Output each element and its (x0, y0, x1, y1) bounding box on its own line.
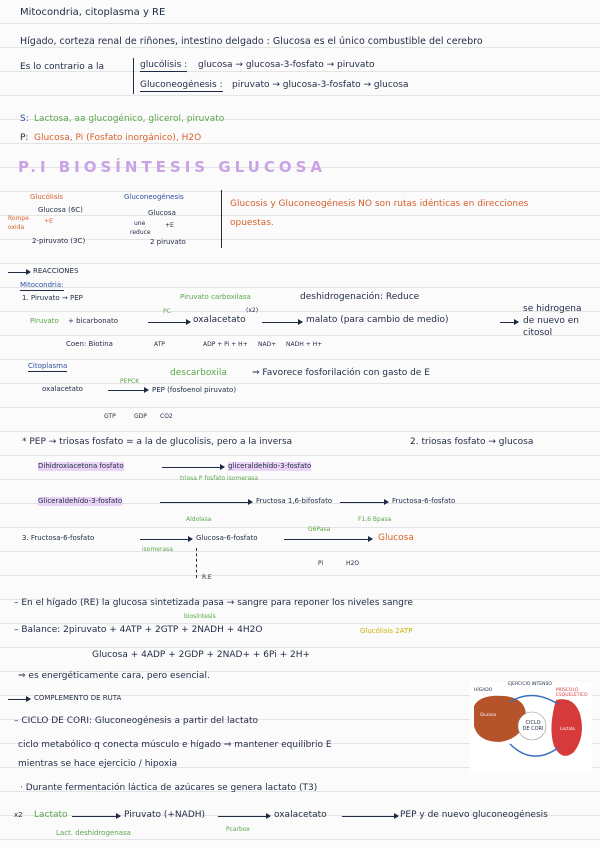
gtp: GTP (104, 413, 116, 420)
diagram-glucosa: Glucosa (480, 712, 496, 717)
arrow (108, 390, 148, 391)
glucosa-right: Glucosa (148, 209, 176, 217)
glucosa-6-fosfato: Glucosa-6-fosfato (196, 534, 258, 542)
h2o: H2O (346, 560, 360, 567)
glucolisis-path: glucosa → glucosa-3-fosfato → piruvato (198, 60, 375, 70)
coen-biotina: Coen: Biotina (66, 340, 113, 348)
brace-line (133, 58, 134, 94)
reduce: reduce (130, 229, 151, 236)
mientras: mientras se hace ejercicio / hipoxia (18, 759, 178, 769)
p-items: Glucosa, Pi (Fosfato inorgánico), H2O (34, 133, 202, 143)
triosas-2: 2. triosas fosfato → glucosa (410, 437, 534, 447)
diagram-lactato: Lactato (560, 726, 575, 731)
pcarbox: Pcarbox (226, 826, 250, 833)
glucolisis-atp: Glucólisis 2ATP (360, 627, 413, 635)
comparison-note: Glucosis y Gluconeogénesis NO son rutas idénticas en direcciones opuestas. (230, 199, 529, 228)
contrary-text: Es lo contrario a la (20, 62, 104, 72)
reacciones-label: REACCIONES (33, 267, 79, 275)
liver-summary: – En el hígado (RE) la glucosa sintetizada pasa → sangre para reponer los niveles sangre (14, 598, 413, 608)
arrow-bottom (510, 744, 558, 756)
diagram-center: CICLO DE CORI (522, 720, 544, 732)
malato: malato (para cambio de medio) (306, 315, 449, 325)
arrow (218, 816, 270, 817)
gluconeo-label: Gluconeogénesis : (140, 80, 223, 90)
cori-cycle: ciclo metabólico q conecta músculo e hígado ⇒ mantener equilibrio E (18, 740, 332, 750)
pi: Pi (318, 560, 324, 567)
gliceraldehido: gliceraldehído-3-fosfato (228, 462, 312, 470)
arrow (284, 539, 372, 540)
rompe: Rompe (8, 215, 29, 222)
arrow (340, 502, 388, 503)
oxalacetato: oxalacetato (193, 315, 246, 325)
oxalacetato-end: oxalacetato (274, 810, 327, 820)
oxida: oxida (8, 224, 25, 231)
arrow (8, 272, 30, 273)
cori-cycle-diagram (470, 682, 592, 772)
page-title: Mitocondria, citoplasma y RE (20, 7, 166, 18)
se-hidrogena: se hidrogena de nuevo en citosol (523, 304, 582, 338)
balance: – Balance: 2piruvato + 4ATP + 2GTP + 2NADH + 4H2O (14, 625, 263, 635)
step1: 1. Piruvato → PEP (22, 294, 83, 302)
oxalacetato-citoplasma: oxalacetato (42, 385, 83, 393)
piruvato-nadh: Piruvato (+NADH) (124, 810, 206, 820)
f16bpasa: F1,6 Bpasa (358, 516, 392, 523)
glucolisis-label: glucólisis : (140, 60, 188, 70)
re-label: R.E (202, 574, 212, 581)
favorece: ⇒ Favorece fosforilación con gasto de E (252, 368, 430, 378)
fructosa-16: Fructosa 1,6-bifosfato (256, 497, 333, 505)
bicarbonato: + bicarbonato (68, 317, 118, 325)
aldolasa: Aldolasa (186, 516, 212, 523)
pep-final: PEP y de nuevo gluconeogénesis (400, 810, 548, 820)
intro-line: Hígado, corteza renal de riñones, intestino delgado : Glucosa es el único combustible del cerebro (20, 36, 483, 47)
arrow (500, 322, 518, 323)
energetic: ⇒ es energéticamente cara, pero esencial. (18, 671, 210, 681)
complemento-label: COMPLEMENTO DE RUTA (34, 694, 122, 702)
plus-e-left: +E (44, 218, 53, 225)
mitocondria-label: Mitocondria: (20, 281, 64, 289)
adp: ADP + Pi + H+ (203, 341, 248, 348)
arrow (262, 322, 302, 323)
section-heading: P.I BIOSÍNTESIS GLUCOSA (18, 158, 327, 176)
piruvato-carbox: Piruvato carboxilasa (180, 293, 251, 301)
gdp: GDP (134, 413, 147, 420)
gluconeo-title: Gluconeogénesis (124, 193, 184, 201)
gliceraldehido2: Gliceraldehído-3-fosfato (38, 497, 123, 505)
comparison-divider (221, 190, 222, 248)
glucolisis-title: Glucólisis (30, 193, 64, 201)
triosa-isomerasa: triosa P fosfato isomerasa (180, 475, 258, 482)
liver-shape (474, 696, 526, 742)
gluconeo-path: piruvato → glucosa-3-fosfato → glucosa (232, 80, 409, 90)
dhap: Dihidroxiacetona fosfato (38, 462, 124, 470)
arrow (148, 322, 190, 323)
fructosa-6: Fructosa-6-fosfato (392, 497, 456, 505)
durante: · Durante fermentación láctica de azúcares se genera lactato (T3) (20, 783, 318, 793)
isomerasa: isomerasa (142, 546, 173, 553)
dashed-line (196, 548, 198, 578)
une: une (134, 220, 146, 227)
diagram-musculo: MÚSCULO ESQUELÉTICO (556, 688, 588, 698)
g6pasa: G6Pasa (308, 526, 331, 533)
pepck: PEPCK (120, 378, 140, 385)
pep-triosas: * PEP → triosas fosfato = a la de glucolisis, pero a la inversa (22, 437, 293, 447)
lactato: Lactato (34, 810, 68, 820)
biosintesis: biosíntesis (184, 613, 216, 620)
diagram-higado: HÍGADO (474, 688, 493, 693)
s-items: Lactosa, aa glucogénico, glicerol, piruvato (34, 114, 225, 124)
nad: NAD+ (258, 341, 277, 348)
pep-full: PEP (fosfoenol piruvato) (152, 386, 237, 394)
minus-e: +E (165, 222, 174, 229)
glucosa-result: Glucosa (378, 533, 414, 543)
balance-2: Glucosa + 4ADP + 2GDP + 2NAD+ + 6Pi + 2H+ (92, 650, 311, 660)
x2-label: (x2) (246, 307, 259, 314)
s-label: S: (20, 114, 29, 124)
co2: CO2 (160, 413, 173, 420)
nadh: NADH + H+ (286, 341, 323, 348)
lact-desh: Lact. deshidrogenasa (56, 829, 131, 837)
pc-label: PC (163, 308, 171, 315)
descarboxila: descarboxila (170, 368, 227, 378)
deshidrogenacion: deshidrogenación: Reduce (300, 292, 420, 302)
diagram-title: EJERCICIO INTENSO (508, 682, 552, 687)
piruvato: Piruvato (30, 317, 59, 325)
arrow (8, 699, 30, 700)
cori-def: – CICLO DE CORI: Gluconeogénesis a partir del lactato (14, 716, 259, 726)
citoplasma-label: Citoplasma (28, 362, 68, 370)
arrow (140, 539, 192, 540)
two-piruvato: 2 piruvato (150, 238, 186, 246)
arrow (160, 502, 252, 503)
piruvato-3c: 2-piruvato (3C) (32, 237, 86, 245)
step3: 3. Fructosa-6-fosfato (22, 534, 95, 542)
glucosa-6c: Glucosa (6C) (38, 206, 83, 214)
arrow (342, 816, 398, 817)
p-label: P: (20, 133, 29, 143)
x2-times: x2 (14, 811, 23, 819)
arrow (162, 467, 224, 468)
atp: ATP (154, 341, 165, 348)
arrow (72, 816, 120, 817)
